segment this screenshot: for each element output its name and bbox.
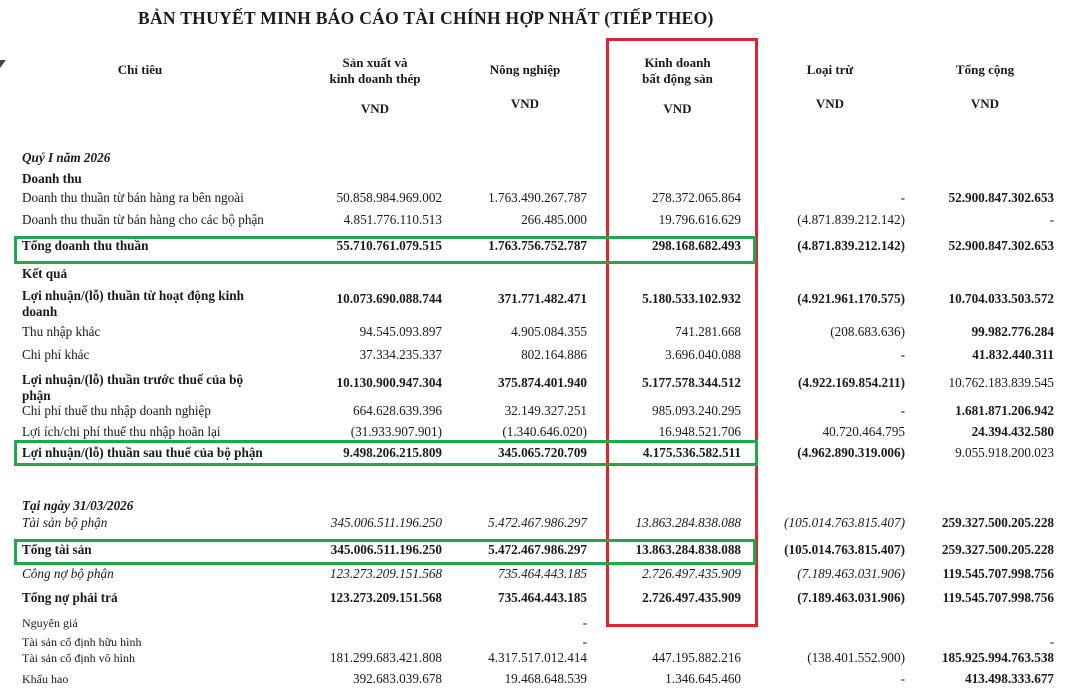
table-cell: 24.394.432.580: [971, 424, 1054, 439]
row-label-text: Doanh thu thuần từ bán hàng ra bên ngoài: [22, 190, 244, 205]
row-label: [22, 324, 100, 340]
table-cell: 50.858.984.969.002: [336, 190, 442, 205]
table-cell: (7.189.463.031.906): [797, 566, 905, 581]
table-cell: 802.164.886: [521, 347, 587, 362]
table-cell: 5.180.533.102.932: [642, 291, 741, 306]
row-label-text: Thu nhập khác: [22, 324, 101, 339]
header-total: [920, 62, 1050, 112]
table-cell: 9.498.206.215.809: [343, 445, 442, 460]
table-cell: 10.130.900.947.304: [336, 375, 442, 390]
table-cell: 185.925.994.763.538: [941, 650, 1054, 665]
table-cell: 10.073.690.088.744: [336, 291, 442, 306]
row-label-text: Chi phí thuế thu nhập doanh nghiệp: [22, 403, 211, 418]
table-cell: -: [582, 615, 587, 630]
table-cell: (4.922.169.854.211): [798, 375, 905, 390]
table-cell: -: [900, 403, 905, 418]
row-label-text: Lợi nhuận/(lỗ) thuần trước thuế của bộ: [22, 372, 244, 387]
table-cell: 13.863.284.838.088: [635, 542, 741, 557]
row-label-text: Lợi nhuận/(lỗ) thuần từ hoạt động kinh: [22, 288, 244, 303]
table-cell: 1.763.756.752.787: [488, 238, 587, 253]
table-cell: 19.468.648.539: [504, 671, 587, 686]
section-revenue: Doanh thu: [22, 171, 82, 186]
table-cell: -: [582, 634, 587, 649]
table-cell: 4.175.536.582.511: [642, 445, 741, 460]
table-cell: 119.545.707.998.756: [942, 590, 1054, 605]
header-steel-line2: kinh doanh thép: [329, 71, 421, 86]
header-agri-unit: VND: [510, 96, 540, 111]
row-label: [22, 347, 89, 363]
table-cell: 4.851.776.110.513: [343, 212, 442, 227]
row-label: [22, 515, 107, 531]
header-total-line1: Tổng cộng: [955, 62, 1015, 77]
highlight-profit-after-tax: [14, 440, 758, 466]
table-cell: 40.720.464.795: [822, 424, 905, 439]
table-cell: 1.346.645.460: [665, 671, 741, 686]
row-label-text: Tài sản bộ phận: [22, 515, 108, 530]
highlight-total-assets: [14, 539, 756, 565]
row-label: [22, 212, 264, 228]
table-cell: 16.948.521.706: [658, 424, 741, 439]
header-realestate-line2: bất động sản: [642, 71, 713, 86]
table-cell: 52.900.847.302.653: [948, 190, 1054, 205]
table-cell: 19.796.616.629: [658, 212, 741, 227]
table-cell: 2.726.497.435.909: [642, 590, 741, 605]
table-cell: (138.401.552.900): [807, 650, 905, 665]
table-cell: 985.093.240.295: [651, 403, 741, 418]
header-realestate-unit: VND: [663, 101, 692, 116]
row-label: [22, 634, 141, 650]
row-label-continuation: doanh: [22, 304, 58, 319]
header-elim: [765, 62, 895, 112]
table-cell: (31.933.907.901): [350, 424, 442, 439]
table-cell: 119.545.707.998.756: [942, 566, 1054, 581]
row-label-text: Tài sản cố định hữu hình: [22, 635, 142, 649]
table-cell: 4.317.517.012.414: [488, 650, 587, 665]
header-total-unit: VND: [970, 96, 1000, 111]
table-cell: 375.874.401.940: [497, 375, 587, 390]
row-label-text: Tài sản cố định vô hình: [22, 651, 135, 665]
header-realestate-line1: Kinh doanh: [644, 55, 711, 70]
table-cell: 2.726.497.435.909: [642, 566, 741, 581]
table-cell: 266.485.000: [521, 212, 587, 227]
section-date: Tại ngày 31/03/2026: [22, 498, 134, 513]
table-cell: 664.628.639.396: [352, 403, 442, 418]
row-label: [22, 650, 135, 666]
header-agri-line1: Nông nghiệp: [489, 62, 561, 77]
table-cell: 278.372.065.864: [651, 190, 741, 205]
row-label: [22, 403, 211, 419]
table-cell: 741.281.668: [675, 324, 741, 339]
header-agri: [460, 62, 590, 112]
table-cell: 298.168.682.493: [651, 238, 741, 253]
row-label-text: Doanh thu thuần từ bán hàng cho các bộ phận: [22, 212, 264, 227]
table-cell: 371.771.482.471: [497, 291, 587, 306]
table-cell: 10.704.033.503.572: [948, 291, 1054, 306]
row-label-text: Tổng doanh thu thuần: [22, 238, 149, 253]
table-cell: 5.472.467.986.297: [488, 515, 587, 530]
section-q1: Quý I năm 2026: [22, 150, 111, 165]
row-label-text: Lợi nhuận/(lỗ) thuần sau thuế của bộ phận: [22, 445, 263, 460]
table-cell: 52.900.847.302.653: [948, 238, 1054, 253]
header-steel-line1: Sản xuất và: [342, 55, 408, 70]
table-cell: 123.273.209.151.568: [329, 566, 442, 581]
table-cell: 94.545.093.897: [359, 324, 442, 339]
table-cell: 99.982.776.284: [971, 324, 1054, 339]
row-label-text: Tổng tài sản: [22, 542, 92, 557]
header-steel: [305, 55, 445, 117]
row-label: [22, 615, 78, 631]
table-cell: (105.014.763.815.407): [784, 515, 905, 530]
table-cell: 32.149.327.251: [504, 403, 587, 418]
table-cell: 735.464.443.185: [497, 566, 587, 581]
row-label-text: Khấu hao: [22, 672, 69, 686]
table-cell: 447.195.882.216: [651, 650, 741, 665]
table-cell: 392.683.039.678: [352, 671, 442, 686]
row-label: [22, 424, 221, 440]
table-cell: 123.273.209.151.568: [329, 590, 442, 605]
table-cell: 259.327.500.205.228: [941, 542, 1054, 557]
header-elim-unit: VND: [815, 96, 845, 111]
table-cell: 4.905.084.355: [511, 324, 587, 339]
table-cell: 9.055.918.200.023: [955, 445, 1054, 460]
row-label: [22, 288, 244, 320]
table-cell: 37.334.235.337: [359, 347, 442, 362]
table-cell: (4.921.961.170.575): [797, 291, 905, 306]
row-label-text: Lợi ích/chi phí thuế thu nhập hoãn lại: [22, 424, 221, 439]
table-cell: 345.065.720.709: [497, 445, 587, 460]
row-label-continuation: phận: [22, 388, 51, 403]
section-result: Kết quả: [22, 266, 68, 281]
row-label: [22, 566, 114, 582]
table-cell: 5.472.467.986.297: [488, 542, 587, 557]
table-cell: 10.762.183.839.545: [948, 375, 1054, 390]
table-cell: 55.710.761.079.515: [336, 238, 442, 253]
header-elim-line1: Loại trừ: [806, 62, 854, 77]
table-cell: 3.696.040.088: [665, 347, 741, 362]
header-label: Chỉ tiêu: [117, 62, 163, 77]
row-label: [22, 190, 244, 206]
table-cell: 5.177.578.344.512: [642, 375, 741, 390]
highlight-total-revenue: [14, 236, 756, 264]
table-cell: 345.006.511.196.250: [330, 542, 442, 557]
row-label-text: Nguyên giá: [22, 616, 78, 630]
row-label-text: Công nợ bộ phận: [22, 566, 114, 581]
table-cell: (4.962.890.319.006): [797, 445, 905, 460]
table-cell: 345.006.511.196.250: [330, 515, 442, 530]
row-label-text: Chi phí khác: [22, 347, 90, 362]
table-cell: (7.189.463.031.906): [797, 590, 905, 605]
table-cell: 413.498.333.677: [964, 671, 1054, 686]
corner-mark: [0, 60, 6, 68]
table-cell: (105.014.763.815.407): [784, 542, 905, 557]
row-label-text: Tổng nợ phải trả: [22, 590, 118, 605]
table-cell: (4.871.839.212.142): [797, 238, 905, 253]
row-label: [22, 590, 118, 606]
table-cell: -: [900, 671, 905, 686]
table-cell: 13.863.284.838.088: [635, 515, 741, 530]
table-cell: -: [900, 347, 905, 362]
table-cell: 1.681.871.206.942: [955, 403, 1054, 418]
table-cell: -: [1049, 634, 1054, 649]
table-cell: (208.683.636): [830, 324, 905, 339]
row-label: [22, 372, 243, 404]
table-cell: -: [900, 190, 905, 205]
table-cell: 1.763.490.267.787: [488, 190, 587, 205]
table-cell: 735.464.443.185: [497, 590, 587, 605]
page-title: BẢN THUYẾT MINH BÁO CÁO TÀI CHÍNH HỢP NHẤT (TIẾP THEO): [138, 8, 714, 28]
row-label: [22, 671, 68, 687]
table-cell: (1.340.646.020): [502, 424, 587, 439]
table-cell: (4.871.839.212.142): [797, 212, 905, 227]
header-steel-unit: VND: [360, 101, 390, 116]
table-cell: 181.299.683.421.808: [329, 650, 442, 665]
table-cell: 259.327.500.205.228: [941, 515, 1054, 530]
table-cell: 41.832.440.311: [972, 347, 1054, 362]
table-cell: -: [1049, 212, 1054, 227]
